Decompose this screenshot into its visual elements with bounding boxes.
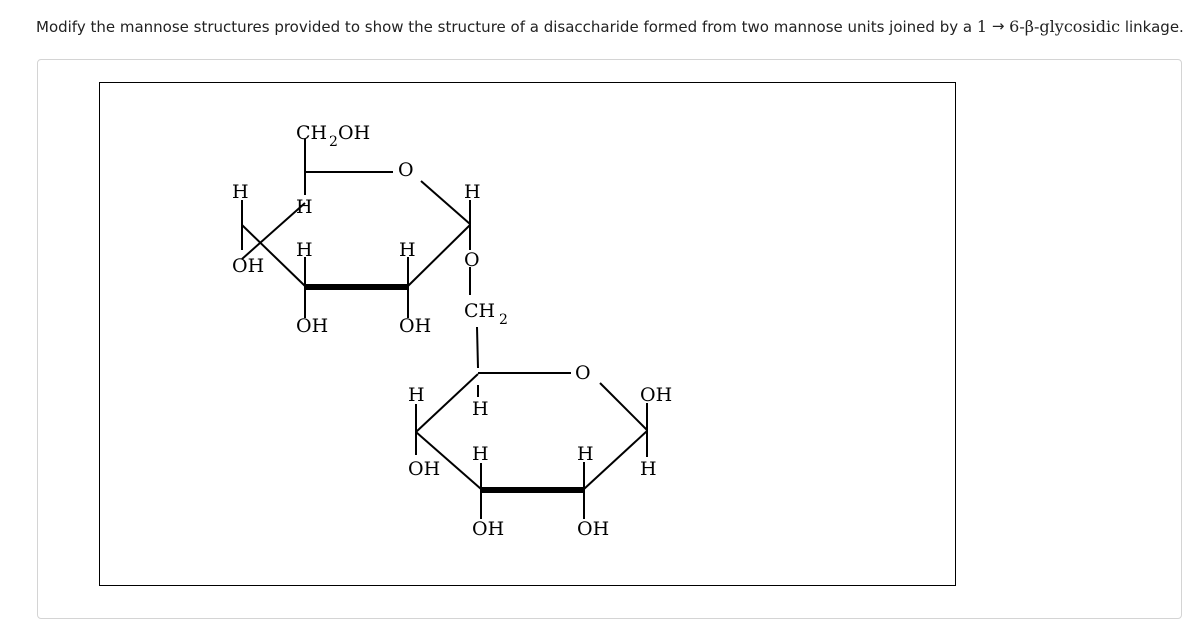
c3-oh-label[interactable]: OH — [296, 315, 329, 337]
question-prompt — [36, 16, 1186, 38]
c6-oh-label: OH — [338, 122, 371, 144]
c4-oh-label[interactable]: OH — [232, 255, 265, 277]
lower-ring-bond[interactable] — [416, 374, 478, 432]
drawing-canvas[interactable] — [99, 82, 956, 586]
disaccharide-structure[interactable] — [100, 83, 957, 587]
lower-c3-oh-label[interactable]: OH — [472, 518, 505, 540]
c2-h-label[interactable]: H — [399, 239, 416, 261]
lower-c4-oh-label[interactable]: OH — [408, 458, 441, 480]
lower-c2-h-label[interactable]: H — [577, 443, 594, 465]
upper-ring-bonds — [242, 139, 478, 368]
lower-ring-oxygen-label[interactable]: O — [575, 362, 591, 384]
question-from-carbon: 1 — [976, 17, 988, 36]
c6-group-label[interactable]: CH — [296, 122, 328, 144]
lower-ring-labels — [408, 362, 672, 540]
glycosidic-oxygen-label[interactable]: O — [464, 249, 480, 271]
c2-oh-label[interactable]: OH — [399, 315, 432, 337]
linker-ch2-label[interactable]: CH — [464, 300, 496, 322]
question-suffix: linkage. — [1124, 18, 1184, 36]
lower-c2-oh-label[interactable]: OH — [577, 518, 610, 540]
question-linkage: 6-β-glycosidic — [1009, 17, 1121, 36]
c3-h-label[interactable]: H — [296, 239, 313, 261]
c6-subscript: 2 — [329, 134, 338, 150]
question-text: Modify the mannose structures provided to show the structure of a disaccharide formed from two mannose units joined by a — [36, 18, 973, 36]
lower-c1-oh-label[interactable]: OH — [640, 384, 673, 406]
lower-ring-bonds — [416, 373, 647, 519]
upper-ring-bond[interactable] — [408, 225, 470, 286]
upper-ring-bond[interactable] — [421, 181, 470, 224]
lower-c3-h-label[interactable]: H — [472, 443, 489, 465]
c1-h-label[interactable]: H — [464, 181, 481, 203]
c5-h-label[interactable]: H — [296, 196, 313, 218]
right-arrow-icon: → — [991, 17, 1005, 35]
lower-c1-h-label[interactable]: H — [640, 458, 657, 480]
upper-ring-labels — [232, 122, 481, 337]
linkage-bond — [477, 327, 478, 368]
lower-c5-h-label[interactable]: H — [472, 398, 489, 420]
lower-c4-h-label[interactable]: H — [408, 384, 425, 406]
linker-ch2-subscript: 2 — [499, 312, 508, 328]
c4-h-label[interactable]: H — [232, 181, 249, 203]
ring-oxygen-label[interactable]: O — [398, 159, 414, 181]
